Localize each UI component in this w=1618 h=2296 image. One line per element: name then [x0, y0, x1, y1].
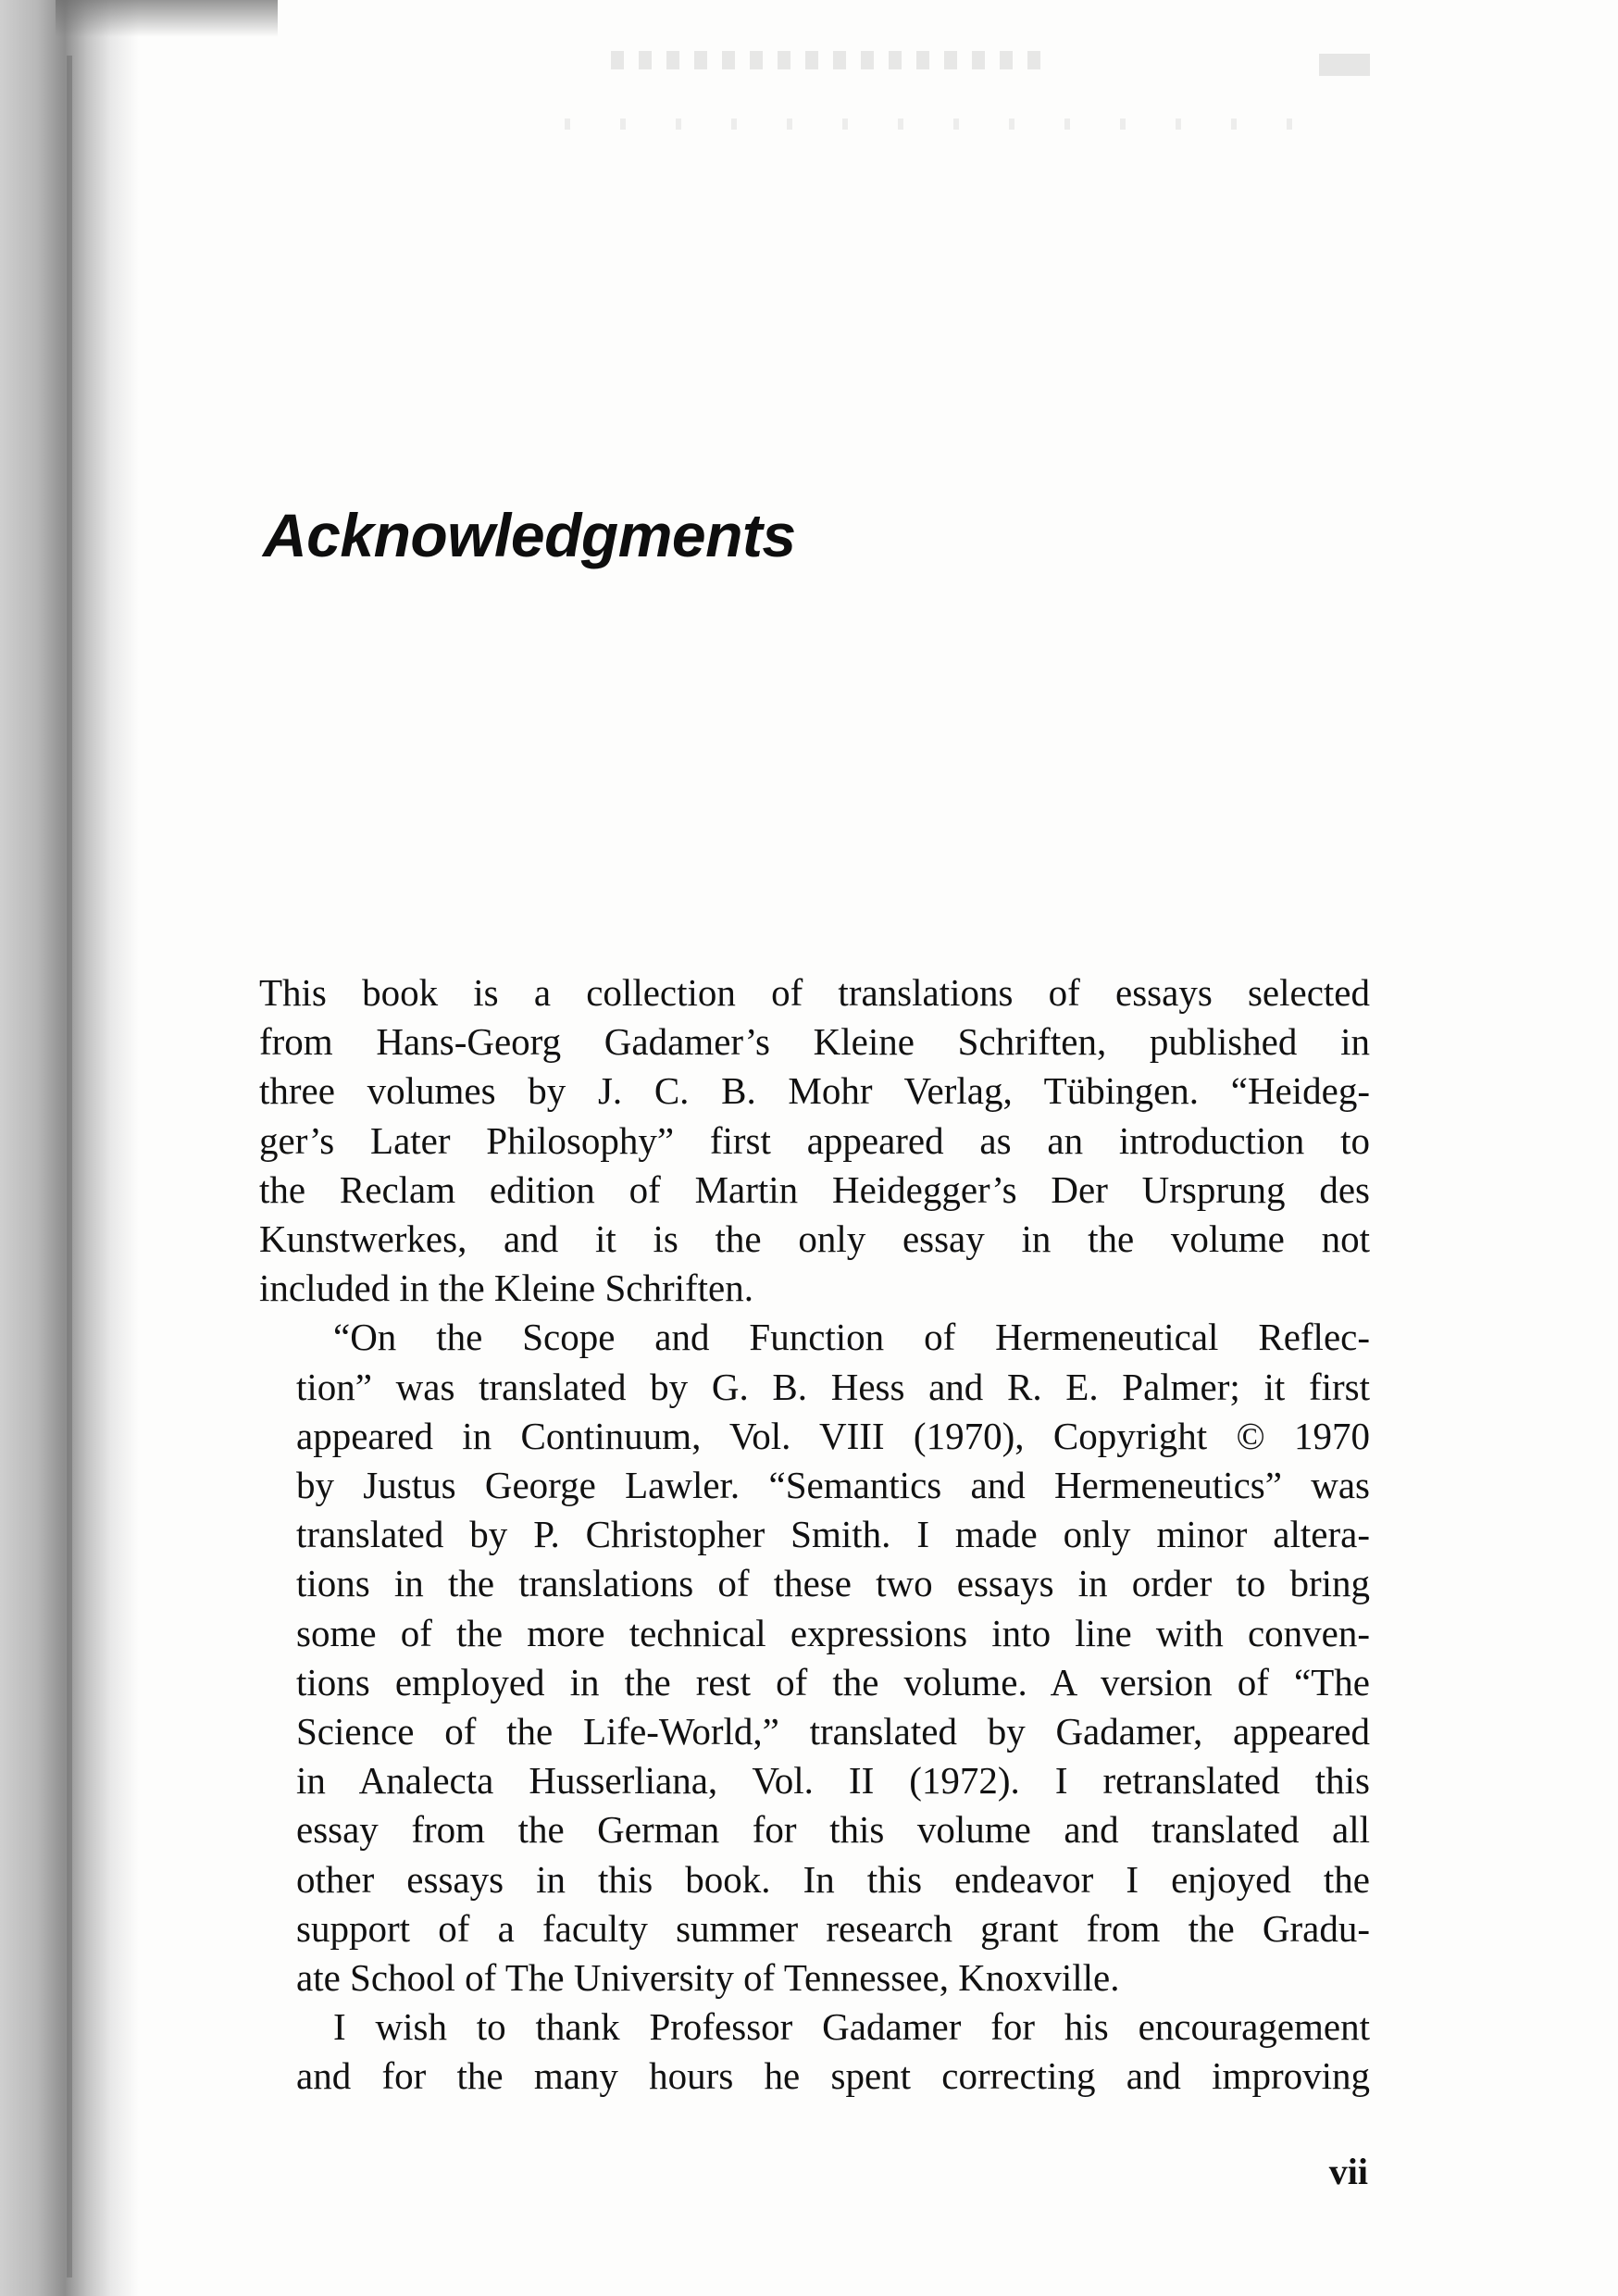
page-number: vii: [1328, 2151, 1368, 2192]
text-line: support of a faculty summer research grant from the Gradu-: [296, 1906, 1370, 1950]
top-edge-shadow: [56, 0, 278, 37]
paragraph-3: [259, 2003, 1370, 2101]
text-line: in Analecta Husserliana, Vol. II (1972). I retranslated this: [296, 1759, 1370, 1803]
text-line: tions in the translations of these two essays in order to bring: [296, 1562, 1370, 1605]
text-line: other essays in this book. In this endeavor I enjoyed the: [296, 1857, 1370, 1901]
text-line: I wish to thank Professor Gadamer for his encouragement: [333, 2005, 1370, 2049]
paragraph-2: [259, 1313, 1370, 2003]
text-line: essay from the German for this volume and translated all: [296, 1808, 1370, 1852]
text-line: Science of the Life-World,” translated by Gadamer, appeared: [296, 1710, 1370, 1753]
text-line: three volumes by J. C. B. Mohr Verlag, Tübingen. “Heideg-: [259, 1069, 1370, 1113]
bleed-through-marks: [611, 51, 1055, 69]
text-line: “On the Scope and Function of Hermeneutical Reflec-: [333, 1316, 1370, 1359]
text-line: the Reclam edition of Martin Heidegger’s Der Ursprung des: [259, 1167, 1370, 1211]
paragraph-1: [259, 968, 1370, 1313]
text-line: appeared in Continuum, Vol. VIII (1970), Copyright © 1970: [296, 1414, 1370, 1457]
page-title: Acknowledgments: [263, 501, 796, 569]
text-line: This book is a collection of translations of essays selected: [259, 971, 1370, 1014]
text-line: tion” was translated by G. B. Hess and R. E. Palmer; it first: [296, 1365, 1370, 1408]
text-line: translated by P. Christopher Smith. I made only minor altera-: [296, 1513, 1370, 1556]
bleed-through-marks-secondary: [565, 119, 1324, 130]
text-line: ate School of The University of Tennessee, Knoxville.: [296, 1956, 1120, 2000]
text-line: included in the Kleine Schriften.: [259, 1267, 753, 1310]
text-line: from Hans-Georg Gadamer’s Kleine Schriften, published in: [259, 1020, 1370, 1064]
bleed-through-block: [1319, 54, 1370, 76]
text-line: Kunstwerkes, and it is the only essay in the volume not: [259, 1217, 1370, 1261]
body-text: [259, 968, 1370, 2102]
binding-crease: [67, 56, 72, 2277]
text-line: and for the many hours he spent correcting and improving: [296, 2054, 1370, 2098]
text-line: some of the more technical expressions into line with conven-: [296, 1611, 1370, 1654]
text-line: by Justus George Lawler. “Semantics and Hermeneutics” was: [296, 1464, 1370, 1507]
text-line: ger’s Later Philosophy” first appeared as an introduction to: [259, 1118, 1370, 1162]
text-line: tions employed in the rest of the volume. A version of “The: [296, 1660, 1370, 1703]
